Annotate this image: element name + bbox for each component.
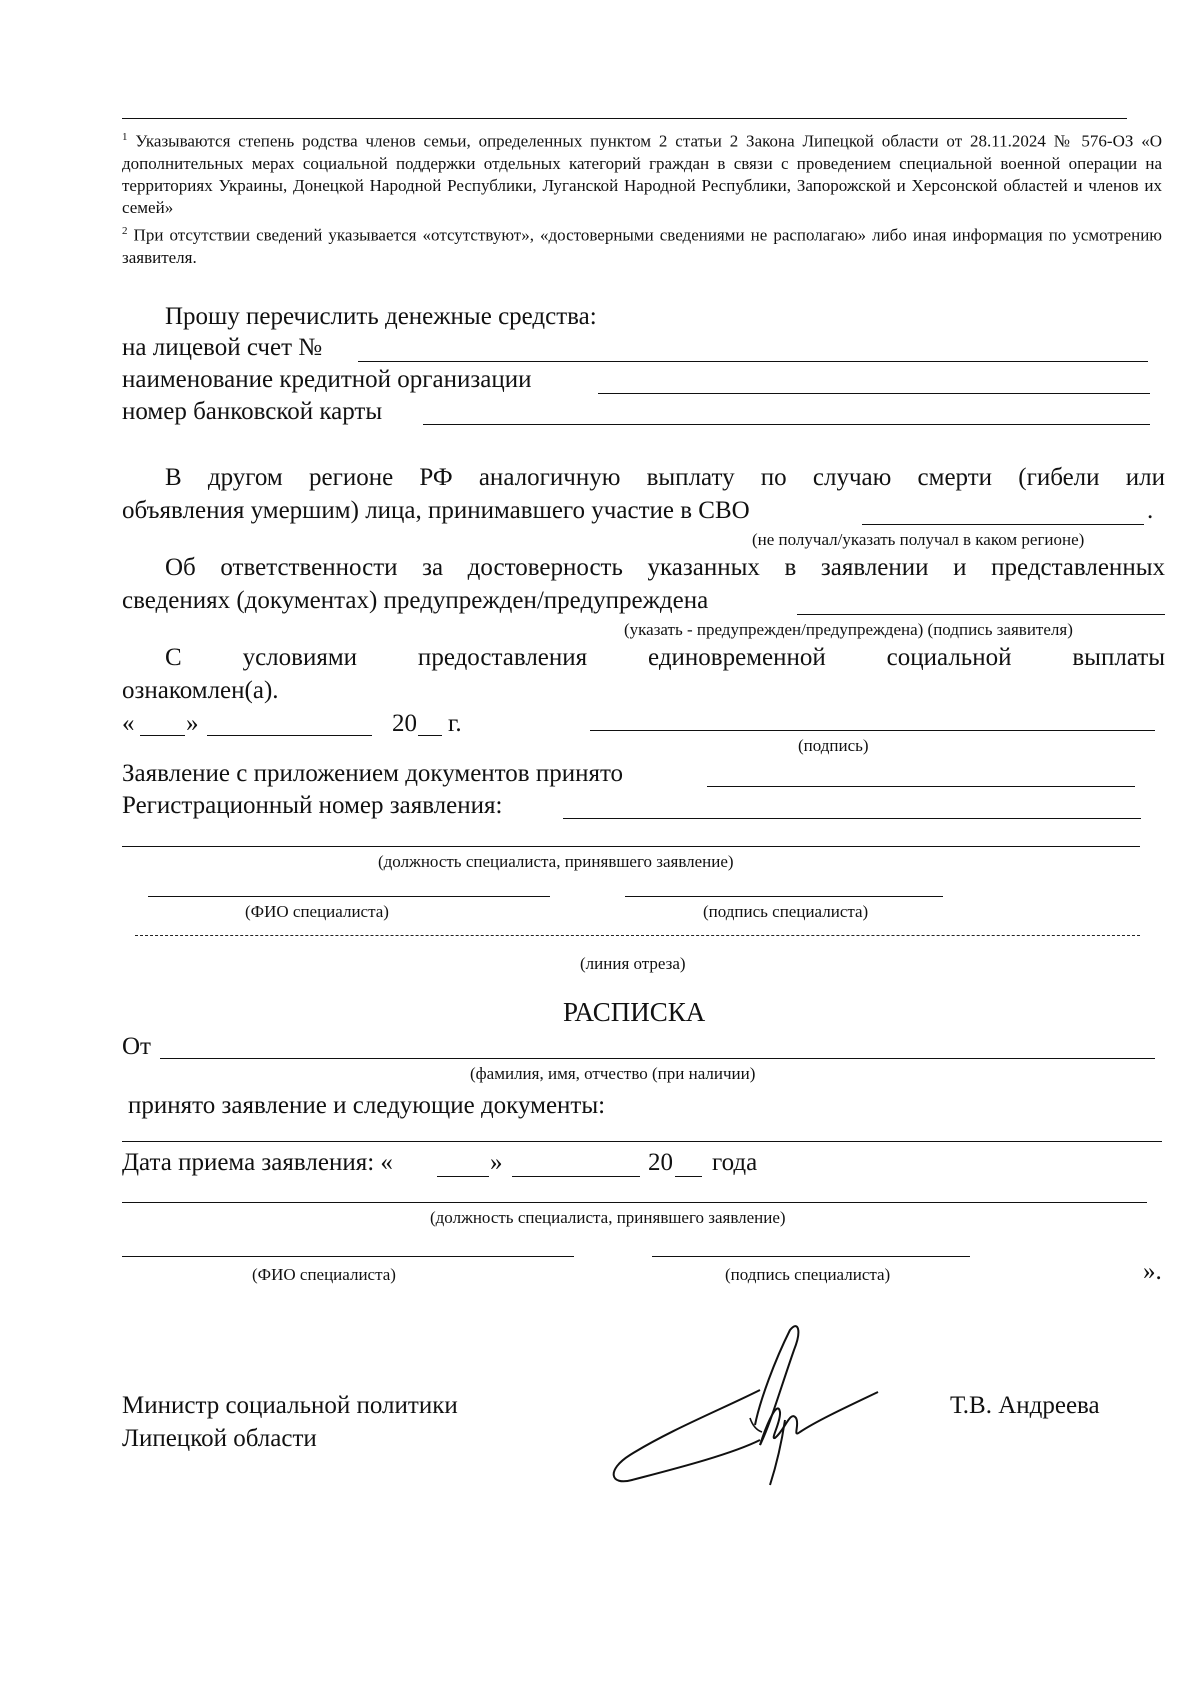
date-month-field[interactable] — [207, 735, 372, 736]
account-label: на лицевой счет № — [122, 334, 323, 361]
responsibility-caption: (указать - предупрежден/предупреждена) (подпись заявителя) — [624, 620, 1073, 639]
acceptance-fio-caption: (ФИО специалиста) — [245, 902, 389, 921]
footnote-1-text: Указываются степень родства членов семьи, определенных пунктом 2 статьи 2 Закона Липецкой области от 28.11.2024 № 576-ОЗ «О дополнительных мерах социальной поддержки отдельных категорий граждан в связи с проведением специальной военной операции на территориях Украины, Донецкой Народной Республики, Луганской Народной Республики, Запорожской и Херсонской областей и членов их семей» — [122, 131, 1162, 217]
receipt-date-label: Дата приема заявления: « — [122, 1149, 393, 1176]
receipt-position-caption: (должность специалиста, принявшего заявление) — [430, 1208, 786, 1227]
receipt-signature-field[interactable] — [652, 1256, 970, 1257]
responsibility-signature-field[interactable] — [797, 614, 1165, 615]
signatory-name: Т.В. Андреева — [950, 1392, 1100, 1419]
footnote-2-text: При отсутствии сведений указывается «отсутствуют», «достоверными сведениями не располагаю» либо иная информация по усмотрению заявителя. — [122, 225, 1162, 267]
responsibility-line1: Об ответственности за достоверность указанных в заявлении и представленных — [165, 554, 1165, 581]
date-year-prefix: 20 — [392, 710, 417, 737]
receipt-year-word: года — [712, 1149, 758, 1176]
footnote-1 — [122, 126, 1162, 219]
card-field[interactable] — [423, 424, 1150, 425]
other-region-caption: (не получал/указать получал в каком регионе) — [752, 530, 1085, 549]
acceptance-signature-caption: (подпись специалиста) — [703, 902, 869, 921]
receipt-fio-caption: (ФИО специалиста) — [252, 1265, 396, 1284]
receipt-name-caption: (фамилия, имя, отчество (при наличии) — [470, 1064, 756, 1083]
receipt-year-field[interactable] — [675, 1176, 702, 1177]
footnote-2-mark: 2 — [122, 225, 128, 237]
payment-heading: Прошу перечислить денежные средства: — [165, 303, 597, 330]
other-region-line2: объявления умершим) лица, принимавшего участие в СВО — [122, 497, 750, 524]
handwritten-signature — [610, 1320, 900, 1490]
accepted-label: Заявление с приложением документов принято — [122, 760, 624, 787]
receipt-position-field[interactable] — [122, 1202, 1147, 1203]
reg-number-label: Регистрационный номер заявления: — [122, 792, 503, 819]
receipt-from-label: От — [122, 1033, 151, 1060]
acceptance-fio-field[interactable] — [148, 896, 550, 897]
date-year-suffix: г. — [448, 710, 462, 737]
responsibility-line2: сведениях (документах) предупрежден/предупреждена — [122, 587, 709, 614]
bank-field[interactable] — [598, 393, 1150, 394]
receipt-title: РАСПИСКА — [563, 997, 706, 1027]
signatory-position-line1: Министр социальной политики — [122, 1392, 458, 1419]
receipt-fio-field[interactable] — [122, 1256, 574, 1257]
account-field[interactable] — [358, 361, 1148, 362]
acceptance-signature-field[interactable] — [625, 896, 943, 897]
receipt-year-prefix: 20 — [648, 1149, 673, 1176]
accepted-field[interactable] — [707, 786, 1135, 787]
footnote-1-mark: 1 — [122, 131, 128, 143]
footnote-separator — [122, 118, 1127, 119]
receipt-documents-label: принято заявление и следующие документы: — [128, 1092, 606, 1119]
receipt-date-month-field[interactable] — [512, 1176, 640, 1177]
receipt-date-close: » — [490, 1149, 503, 1176]
other-region-period: . — [1147, 497, 1154, 524]
other-region-field[interactable] — [862, 524, 1144, 525]
receipt-date-day-field[interactable] — [437, 1176, 489, 1177]
signatory-position-line2: Липецкой области — [122, 1425, 317, 1452]
date-open-quote: « — [122, 710, 135, 737]
receipt-signature-caption: (подпись специалиста) — [725, 1265, 891, 1284]
cut-line — [135, 935, 1140, 936]
reg-number-field[interactable] — [563, 818, 1141, 819]
date-close-quote: » — [186, 710, 199, 737]
other-region-line1: В другом регионе РФ аналогичную выплату по случаю смерти (гибели или — [165, 464, 1165, 491]
card-label: номер банковской карты — [122, 398, 383, 425]
receipt-from-field[interactable] — [160, 1058, 1155, 1059]
acceptance-position-field[interactable] — [122, 846, 1140, 847]
date-year-field[interactable] — [418, 735, 442, 736]
acceptance-position-caption: (должность специалиста, принявшего заявление) — [378, 852, 734, 871]
bank-label: наименование кредитной организации — [122, 366, 532, 393]
footnote-2 — [122, 220, 1162, 269]
receipt-documents-field[interactable] — [122, 1141, 1162, 1142]
receipt-closing-mark: ». — [1143, 1258, 1162, 1285]
conditions-line2: ознакомлен(а). — [122, 677, 279, 704]
conditions-line1: С условиями предоставления единовременной социальной выплаты — [165, 644, 1165, 671]
cut-line-caption: (линия отреза) — [580, 954, 686, 973]
date-day-field[interactable] — [140, 735, 185, 736]
applicant-signature-caption: (подпись) — [798, 736, 869, 755]
applicant-signature-field[interactable] — [590, 730, 1155, 731]
